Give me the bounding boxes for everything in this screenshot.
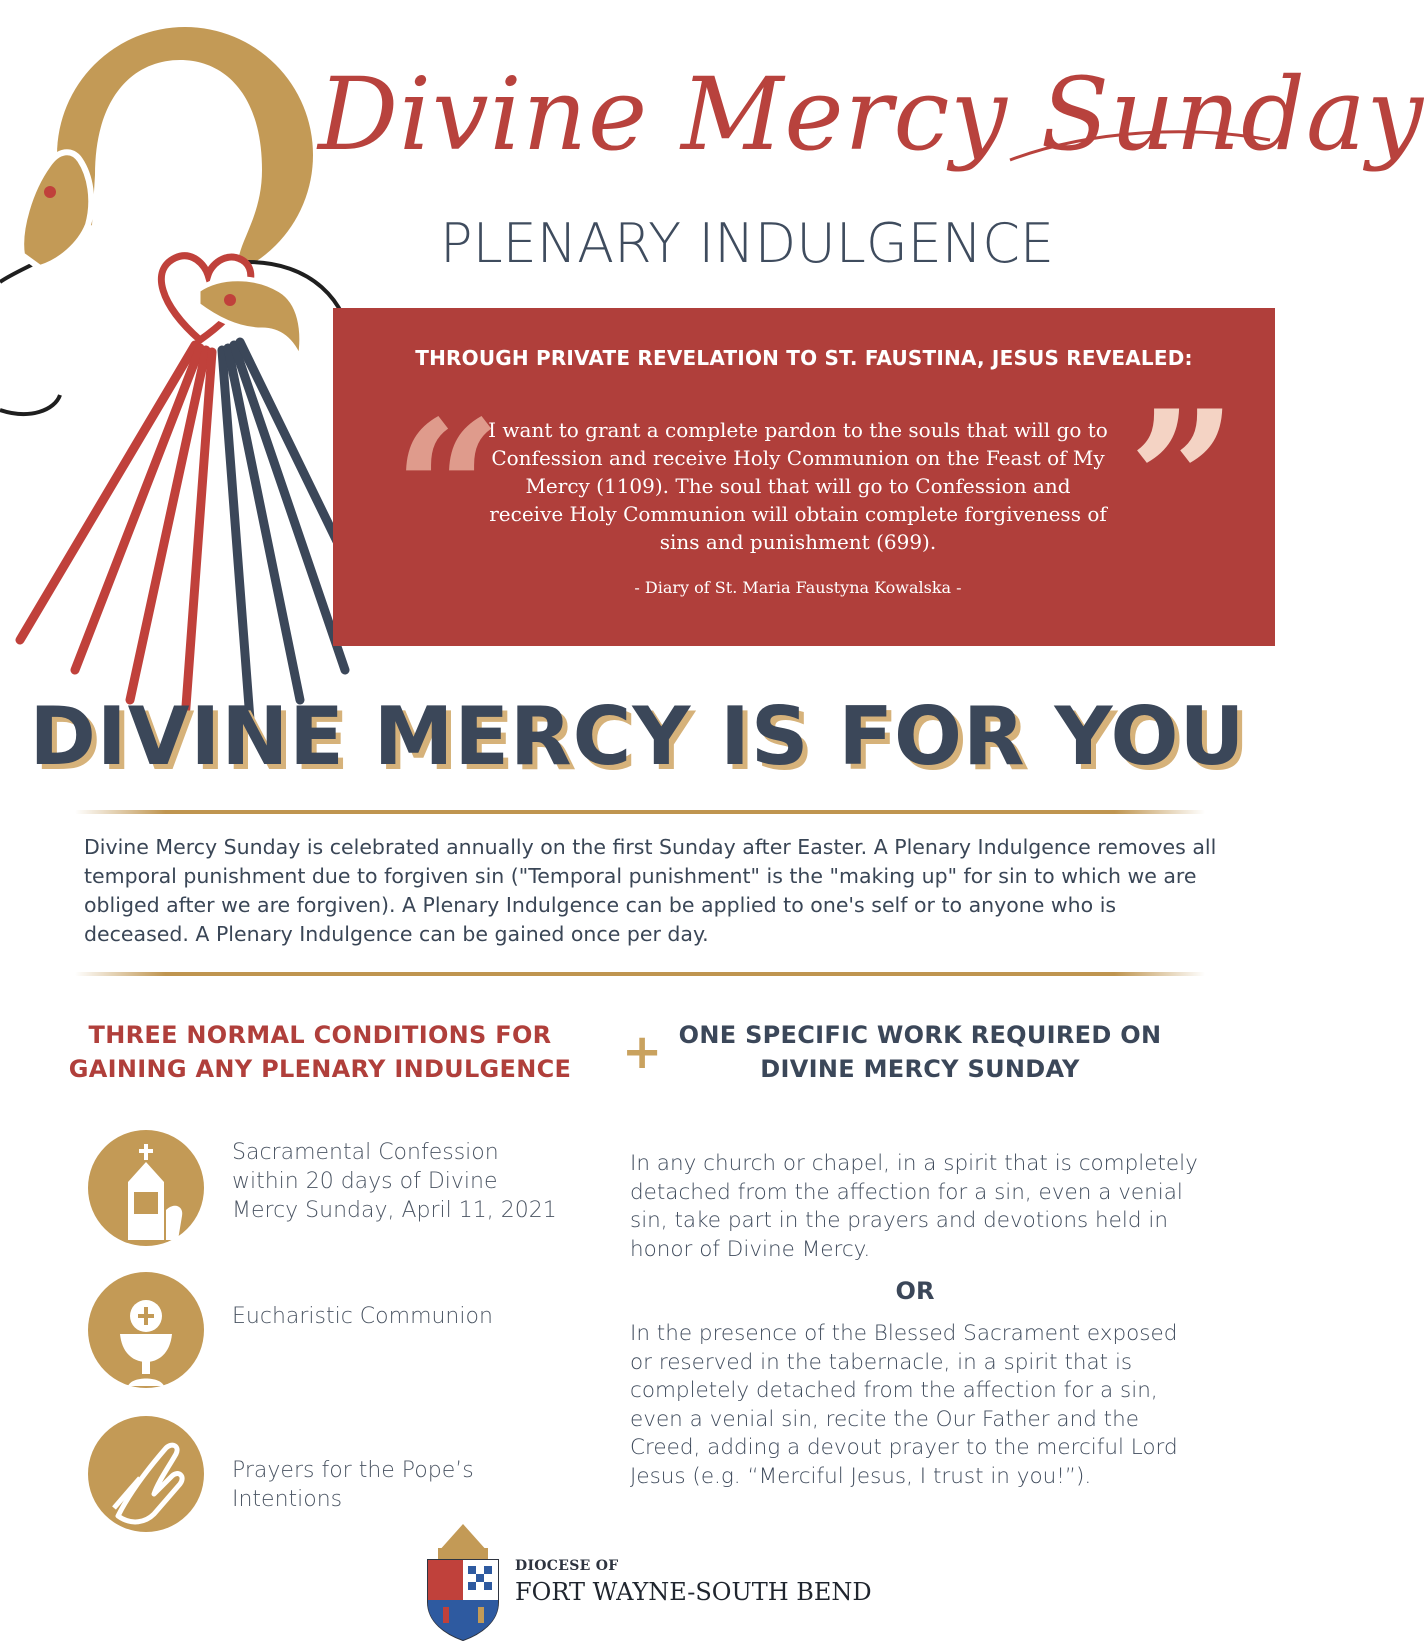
- chalice-icon: [88, 1272, 204, 1388]
- plus-icon: +: [622, 1024, 663, 1080]
- close-quote-icon: ”: [1128, 369, 1238, 592]
- specific-work-heading: ONE SPECIFIC WORK REQUIRED ON DIVINE MERCY SUNDAY: [678, 1021, 1162, 1083]
- wound-mark: [224, 294, 236, 306]
- open-quote-icon: “: [393, 379, 503, 602]
- revelation-panel: [333, 308, 1275, 646]
- praying-hands-icon: [88, 1416, 204, 1532]
- divider: [75, 810, 1205, 814]
- church-icon: [88, 1130, 204, 1246]
- or-separator: OR: [895, 1277, 935, 1305]
- work-option-1: In any church or chapel, in a spirit that is completely detached from the affection for a sin, even a venial sin, take part in the prayers and devotions held in honor of Divine Mercy.: [630, 1151, 1198, 1262]
- main-heading: DIVINE MERCY IS FOR YOU: [29, 690, 1246, 783]
- wound-mark: [44, 186, 56, 198]
- condition-text: Eucharistic Communion: [232, 1304, 493, 1329]
- revelation-heading: THROUGH PRIVATE REVELATION TO ST. FAUSTINA, JESUS REVEALED:: [415, 346, 1193, 370]
- coat-of-arms-icon: [418, 1512, 508, 1642]
- diocese-name: FORT WAYNE-SOUTH BEND: [515, 1578, 872, 1606]
- condition-text: Sacramental Confession within 20 days of Divine Mercy Sunday, April 11, 2021: [232, 1140, 557, 1223]
- work-option-2: In the presence of the Blessed Sacrament exposed or reserved in the tabernacle, in a spirit that is completely detached from the affection for a sin, even a venial sin, recite the Our Father and the Creed, adding a devout prayer to the merciful Lord Jesus (e.g. “Merciful Jesus, I trust in you!”).: [630, 1321, 1178, 1489]
- diocese-label: DIOCESE OF: [515, 1558, 619, 1574]
- conditions-heading: THREE NORMAL CONDITIONS FOR GAINING ANY PLENARY INDULGENCE: [68, 1021, 572, 1083]
- quote-source: - Diary of St. Maria Faustyna Kowalska -: [634, 578, 962, 597]
- script-title-text: Divine Mercy Sunday: [318, 56, 1424, 173]
- revelation-quote: I want to grant a complete pardon to the souls that will go to Confession and receive Holy Communion on the Feast of My Mercy (1109). The soul that will go to Confession and receive Holy Communion will obtain complete forgiveness of sins and punishment (699).: [488, 418, 1108, 554]
- diocese-logo: [418, 1512, 878, 1642]
- title-flourish: [1010, 120, 1275, 180]
- list-item: [88, 1130, 558, 1250]
- divider: [75, 972, 1205, 976]
- page-subtitle: PLENARY INDULGENCE: [440, 212, 1055, 275]
- condition-text: Prayers for the Pope’s Intentions: [232, 1458, 474, 1512]
- list-item: [88, 1272, 558, 1392]
- intro-paragraph: Divine Mercy Sunday is celebrated annually on the first Sunday after Easter. A Plenary Indulgence removes all temporal punishment due to forgiven sin ("Temporal punishment" is the "making up" for sin to which we are obliged after we are forgiven). A Plenary Indulgence can be applied to one's self or to anyone who is deceased. A Plenary Indulgence can be gained once per day.: [84, 835, 1217, 946]
